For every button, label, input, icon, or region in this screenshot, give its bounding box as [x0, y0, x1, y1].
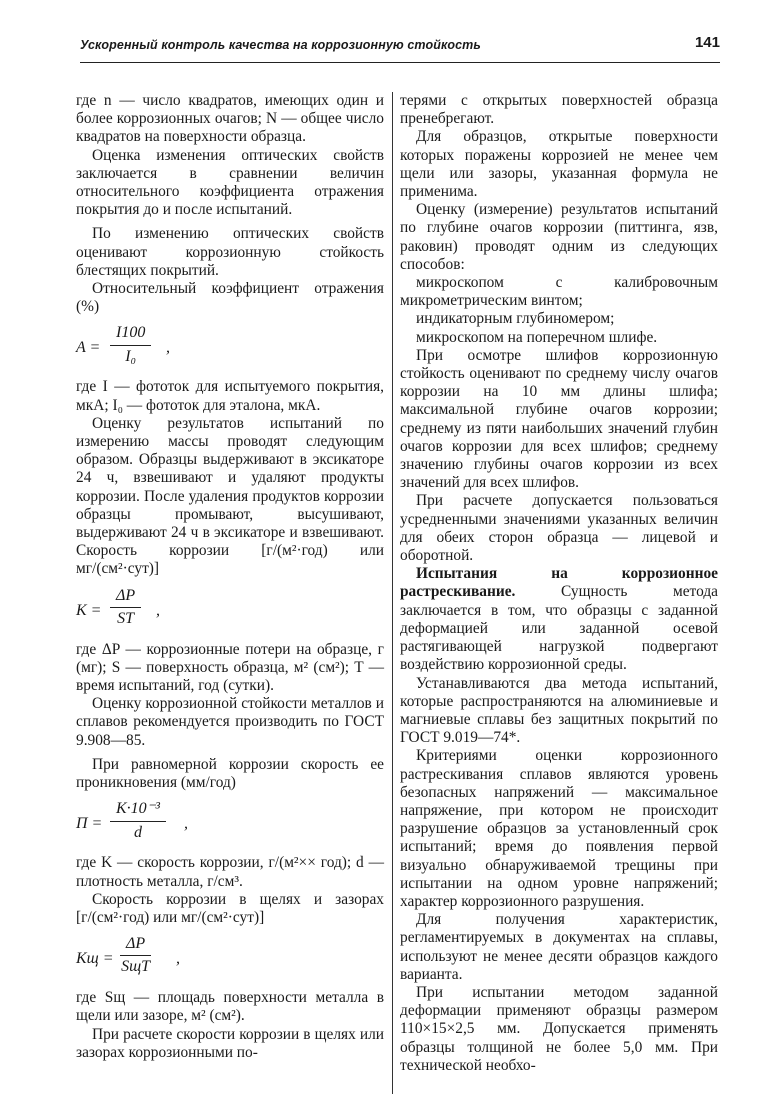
fraction: $\frac{\Delta P}{ST}$: [110, 587, 141, 628]
left-column: [76, 92, 384, 1062]
paragraph: При осмотре шлифов коррозионную стойкость оценивают по среднему числу очагов коррозии на 10 мм длины шлифа; максимальной глубине очагов коррозии; среднему из пяти наибольших значений глубин очагов коррозии для всех шлифов; среднему значению глубины очагов коррозии из всех значений для всех шлифов.: [400, 346, 718, 492]
running-title: Ускоренный контроль качества на коррозионную стойкость: [80, 38, 481, 52]
formula-crevice-rate: Kщ = ΔP SщT ,: [76, 935, 180, 976]
paragraph: Устанавливаются два метода испытаний, которые распространяются на алюминиевые и магниевые сплавы без защитных покрытий по ГОСТ 9.019—74*.: [400, 674, 718, 747]
paragraph: терями с открытых поверхностей образца пренебрегают.: [400, 92, 718, 128]
paragraph: Испытания на коррозионное растрескивание. Сущность метода заключается в том, что образцы с заданной деформацией или заданной осевой растягивающей нагрузкой подвергают воздействию коррозионной среды.: [400, 565, 718, 674]
paragraph: Критериями оценки коррозионного растрескивания сплавов являются уровень безопасных напряжений — максимальное напряжение, при котором не происходит разрушение образцов за установленный срок испытаний; время до появления первой визуально обнаруживаемой трещины при испытании на одном уровне напряжений; характер коррозионного разрушения.: [400, 747, 718, 910]
paragraph: где Sщ — площадь поверхности металла в щели или зазоре, м² (см²).: [76, 989, 384, 1025]
paragraph: где n — число квадратов, имеющих один и более коррозионных очагов; N — общее число квадратов на поверхности образца.: [76, 92, 384, 146]
paragraph: При расчете допускается пользоваться усредненными значениями указанных величин для обеих сторон образца — лицевой и оборотной.: [400, 492, 718, 565]
paragraph: где K — скорость коррозии, г/(м²×× год); d — плотность металла, г/см³.: [76, 854, 384, 890]
list-item: микроскопом на поперечном шлифе.: [416, 328, 658, 346]
fraction: ΔP SщT: [121, 935, 151, 976]
right-column: [400, 92, 718, 1075]
paragraph: При равномерной коррозии скорость ее проникновения (мм/год): [76, 755, 384, 792]
column-divider: [392, 92, 393, 1094]
paragraph: Оценка изменения оптических свойств заключается в сравнении величин относительного коэффициента отражения покрытия до и после испытаний.: [76, 146, 384, 219]
page-number: 141: [694, 34, 720, 51]
list-item: индикаторным глубиномером;: [416, 310, 615, 328]
formula-reflectance: A = $\frac{I100}{\text{I₀}}$ ,: [76, 324, 170, 365]
paragraph: Скорость коррозии в щелях и зазорах [г/(см²·год) или мг/(см²·сут)]: [76, 890, 384, 926]
paragraph: При испытании методом заданной деформации применяют образцы размером 110×15×2,5 мм. Допускается применять образцы толщиной не более 5,0 мм. При технической необхо-: [400, 983, 718, 1074]
paragraph: Оценку коррозионной стойкости металлов и сплавов рекомендуется производить по ГОСТ 9.908—85.: [76, 695, 384, 749]
page-header: [80, 30, 720, 63]
paragraph: Для образцов, открытые поверхности которых поражены коррозией не менее чем щели или зазоры, указанная формула не применима.: [400, 128, 718, 201]
formula-penetration: П = $\frac{\text{K·10⁻³}}{d}$ ,: [76, 800, 188, 841]
paragraph: Оценку результатов испытаний по измерению массы проводят следующим образом. Образцы выдерживают в эксикаторе 24 ч, взвешивают и удаляют продукты коррозии. После удаления продуктов коррозии образцы промывают, высушивают, выдерживают 24 ч в эксикаторе и взвешивают. Скорость коррозии [г/(м²·год) или мг/(см²·сут)]: [76, 414, 384, 578]
section-heading: Испытания на коррозионное растрескивание.: [400, 565, 718, 601]
list-item: микроскопом с калибровочным микрометрическим винтом;: [400, 274, 718, 310]
fraction: $\frac{\text{K·10⁻³}}{d}$: [110, 800, 166, 841]
paragraph: Для получения характеристик, регламентируемых в документах на сплавы, используют не менее десяти образцов каждого варианта.: [400, 911, 718, 983]
paragraph: При расчете скорости коррозии в щелях или зазорах коррозионными по-: [76, 1025, 384, 1061]
fraction: $\frac{I100}{\text{I₀}}$: [110, 324, 151, 365]
paragraph: Относительный коэффициент отражения (%): [76, 280, 384, 316]
paragraph: По изменению оптических свойств оценивают коррозионную стойкость блестящих покрытий.: [76, 225, 384, 279]
paragraph: где I — фототок для испытуемого покрытия, мкА; I₀ — фототок для эталона, мкА.: [76, 378, 384, 414]
paragraph: Оценку (измерение) результатов испытаний по глубине очагов коррозии (питтинга, язв, раковин) проводят одним из следующих способов:: [400, 201, 718, 273]
formula-corrosion-rate: K = $\frac{\Delta P}{ST}$ ,: [76, 586, 160, 627]
paragraph: где ΔP — коррозионные потери на образце, г (мг); S — поверхность образца, м² (см²); T — время испытаний, год (сутки).: [76, 640, 384, 695]
